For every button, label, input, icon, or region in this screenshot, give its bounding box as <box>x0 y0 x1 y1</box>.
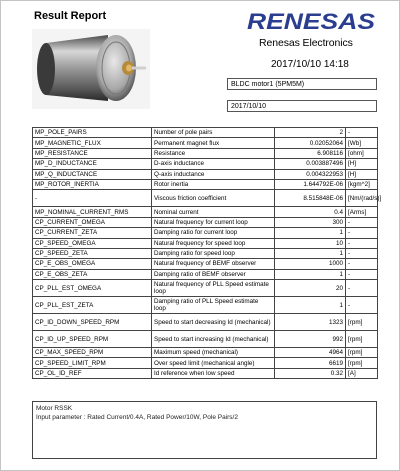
param-description: Damping ratio of BEMF observer <box>152 269 275 279</box>
param-name: CP_PLL_EST_ZETA <box>33 297 152 314</box>
param-value: 4964 <box>275 348 346 358</box>
param-description: Permanent magnet flux <box>152 138 275 148</box>
param-value: 20 <box>275 280 346 297</box>
param-description: Viscous friction coefficient <box>152 190 275 207</box>
param-value: 6619 <box>275 358 346 368</box>
param-name: CP_MAX_SPEED_RPM <box>33 348 152 358</box>
param-row <box>33 348 378 358</box>
param-unit: - <box>346 228 378 238</box>
param-name: MP_NOMINAL_CURRENT_RMS <box>33 207 152 217</box>
param-description: Q-axis inductance <box>152 169 275 179</box>
param-name: CP_ID_DOWN_SPEED_RPM <box>33 314 152 331</box>
parameter-table <box>32 127 382 379</box>
param-name: CP_E_OBS_ZETA <box>33 269 152 279</box>
param-row <box>33 190 378 207</box>
param-unit: [A] <box>346 368 378 378</box>
param-name: CP_PLL_EST_OMEGA <box>33 280 152 297</box>
param-name: CP_SPEED_LIMIT_RPM <box>33 358 152 368</box>
param-unit: [Nm/(rad/s)] <box>346 190 378 207</box>
param-value: 0.004322953 <box>275 169 346 179</box>
param-unit: [rpm] <box>346 331 378 348</box>
param-row <box>33 331 378 348</box>
report-datetime: 2017/10/10 14:18 <box>271 59 349 70</box>
param-name: CP_ID_UP_SPEED_RPM <box>33 331 152 348</box>
renesas-logo <box>247 8 377 34</box>
notes-line-2: Input parameter : Rated Current/0.4A, Rated Power/10W, Pole Pairs/2 <box>36 414 238 421</box>
param-value: 1 <box>275 297 346 314</box>
param-description: Damping ratio for speed loop <box>152 248 275 258</box>
param-description: Speed to start decreasing Id (mechanical) <box>152 314 275 331</box>
param-name: MP_MAGNETIC_FLUX <box>33 138 152 148</box>
param-name: CP_E_OBS_OMEGA <box>33 259 152 269</box>
param-unit: [Wb] <box>346 138 378 148</box>
param-unit: - <box>346 128 378 138</box>
param-description: Damping ratio for current loop <box>152 228 275 238</box>
param-row <box>33 217 378 227</box>
param-unit: - <box>346 259 378 269</box>
param-description: Nominal current <box>152 207 275 217</box>
param-name: CP_CURRENT_ZETA <box>33 228 152 238</box>
param-name: CP_SPEED_ZETA <box>33 248 152 258</box>
param-row <box>33 238 378 248</box>
param-unit: - <box>346 269 378 279</box>
param-description: Number of pole pairs <box>152 128 275 138</box>
param-value: 0.02052064 <box>275 138 346 148</box>
param-name: CP_CURRENT_OMEGA <box>33 217 152 227</box>
param-row <box>33 297 378 314</box>
param-value: 300 <box>275 217 346 227</box>
param-description: Natural frequency of BEMF observer <box>152 259 275 269</box>
param-value: 1 <box>275 228 346 238</box>
param-value: 0.32 <box>275 368 346 378</box>
svg-text:RENESAS: RENESAS <box>247 9 376 34</box>
param-unit: [Arms] <box>346 207 378 217</box>
param-description: Resistance <box>152 148 275 158</box>
brand-name: Renesas Electronics <box>259 37 353 49</box>
param-name: MP_ROTOR_INERTIA <box>33 179 152 189</box>
param-value: 1323 <box>275 314 346 331</box>
param-value: 10 <box>275 238 346 248</box>
notes-box <box>32 401 377 459</box>
param-description: Natural frequency for current loop <box>152 217 275 227</box>
param-row <box>33 259 378 269</box>
param-name: - <box>33 190 152 207</box>
param-value: 1000 <box>275 259 346 269</box>
param-row <box>33 280 378 297</box>
param-description: Id reference when low speed <box>152 368 275 378</box>
param-name: CP_OL_ID_REF <box>33 368 152 378</box>
motor-name-field: BLDC motor1 (5PM5M) <box>227 78 377 90</box>
param-name: MP_D_INDUCTANCE <box>33 159 152 169</box>
param-row <box>33 159 378 169</box>
param-value: 6.908116 <box>275 148 346 158</box>
param-description: Natural frequency for speed loop <box>152 238 275 248</box>
param-row <box>33 138 378 148</box>
param-description: Maximum speed (mechanical) <box>152 348 275 358</box>
param-unit: - <box>346 248 378 258</box>
param-name: MP_RESISTANCE <box>33 148 152 158</box>
param-row <box>33 269 378 279</box>
param-description: Speed to start increasing Id (mechanical) <box>152 331 275 348</box>
param-unit: - <box>346 217 378 227</box>
param-value: 0.4 <box>275 207 346 217</box>
param-row <box>33 169 378 179</box>
param-row <box>33 148 378 158</box>
report-date-field: 2017/10/10 <box>227 100 377 112</box>
param-unit: [rpm] <box>346 358 378 368</box>
param-unit: - <box>346 238 378 248</box>
param-unit: [ohm] <box>346 148 378 158</box>
param-value: 1.644792E-06 <box>275 179 346 189</box>
param-row <box>33 358 378 368</box>
param-description: Rotor inertia <box>152 179 275 189</box>
param-name: CP_SPEED_OMEGA <box>33 238 152 248</box>
param-unit: [H] <box>346 159 378 169</box>
param-row <box>33 368 378 378</box>
param-unit: - <box>346 280 378 297</box>
param-unit: [rpm] <box>346 314 378 331</box>
param-row <box>33 248 378 258</box>
param-row <box>33 179 378 189</box>
param-description: Over speed limit (mechanical angle) <box>152 358 275 368</box>
param-value: 1 <box>275 248 346 258</box>
param-value: 992 <box>275 331 346 348</box>
param-row <box>33 207 378 217</box>
motor-photo <box>32 29 150 109</box>
param-name: MP_Q_INDUCTANCE <box>33 169 152 179</box>
param-unit: - <box>346 297 378 314</box>
param-value: 8.515848E-06 <box>275 190 346 207</box>
param-description: Natural frequency of PLL Speed estimate loop <box>152 280 275 297</box>
param-name: MP_POLE_PAIRS <box>33 128 152 138</box>
param-row <box>33 314 378 331</box>
param-unit: [kgm^2] <box>346 179 378 189</box>
param-row <box>33 128 378 138</box>
param-description: Damping ratio of PLL Speed estimate loop <box>152 297 275 314</box>
param-value: 2 <box>275 128 346 138</box>
param-row <box>33 228 378 238</box>
param-value: 0.003887496 <box>275 159 346 169</box>
param-unit: [H] <box>346 169 378 179</box>
report-title: Result Report <box>34 10 107 22</box>
param-unit: [rpm] <box>346 348 378 358</box>
param-value: 1 <box>275 269 346 279</box>
notes-line-1: Motor RSSK <box>36 405 73 412</box>
param-description: D-axis inductance <box>152 159 275 169</box>
